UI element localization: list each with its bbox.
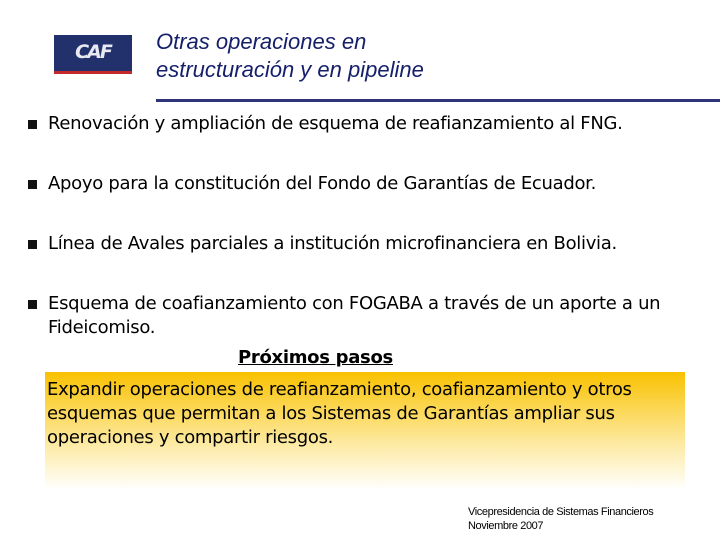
bullet-square-icon — [28, 240, 37, 249]
bullet-item — [22, 172, 702, 196]
slide-title-line-1: Otras operaciones en — [156, 29, 367, 54]
slide-title-line-2: estructuración y en pipeline — [156, 57, 424, 82]
next-steps-heading: Próximos pasos — [238, 347, 393, 368]
footer-department: Vicepresidencia de Sistemas Financieros — [468, 506, 654, 518]
bullet-square-icon — [28, 120, 37, 129]
bullet-item — [22, 112, 702, 136]
logo-text: CAF — [75, 41, 111, 63]
bullet-text: Línea de Avales parciales a institución microfinanciera en Bolivia. — [48, 233, 617, 254]
bullet-square-icon — [28, 180, 37, 189]
bullet-item — [22, 232, 702, 256]
title-divider — [156, 99, 720, 102]
caf-logo — [54, 35, 132, 74]
next-steps-text: Expandir operaciones de reafianzamiento, coafianzamiento y otros esquemas que permitan a los Sistemas de Garantías ampliar sus operaciones y compartir riesgos. — [47, 379, 632, 448]
bullet-text: Esquema de coafianzamiento con FOGABA a través de un aporte a un Fideicomiso. — [48, 293, 661, 338]
footer — [468, 505, 718, 533]
bullet-text: Apoyo para la constitución del Fondo de Garantías de Ecuador. — [48, 173, 597, 194]
footer-date: Noviembre 2007 — [468, 520, 544, 532]
slide-title — [156, 28, 636, 84]
bullet-item — [22, 292, 702, 340]
bullet-square-icon — [28, 300, 37, 309]
bullet-text: Renovación y ampliación de esquema de reafianzamiento al FNG. — [48, 113, 623, 134]
